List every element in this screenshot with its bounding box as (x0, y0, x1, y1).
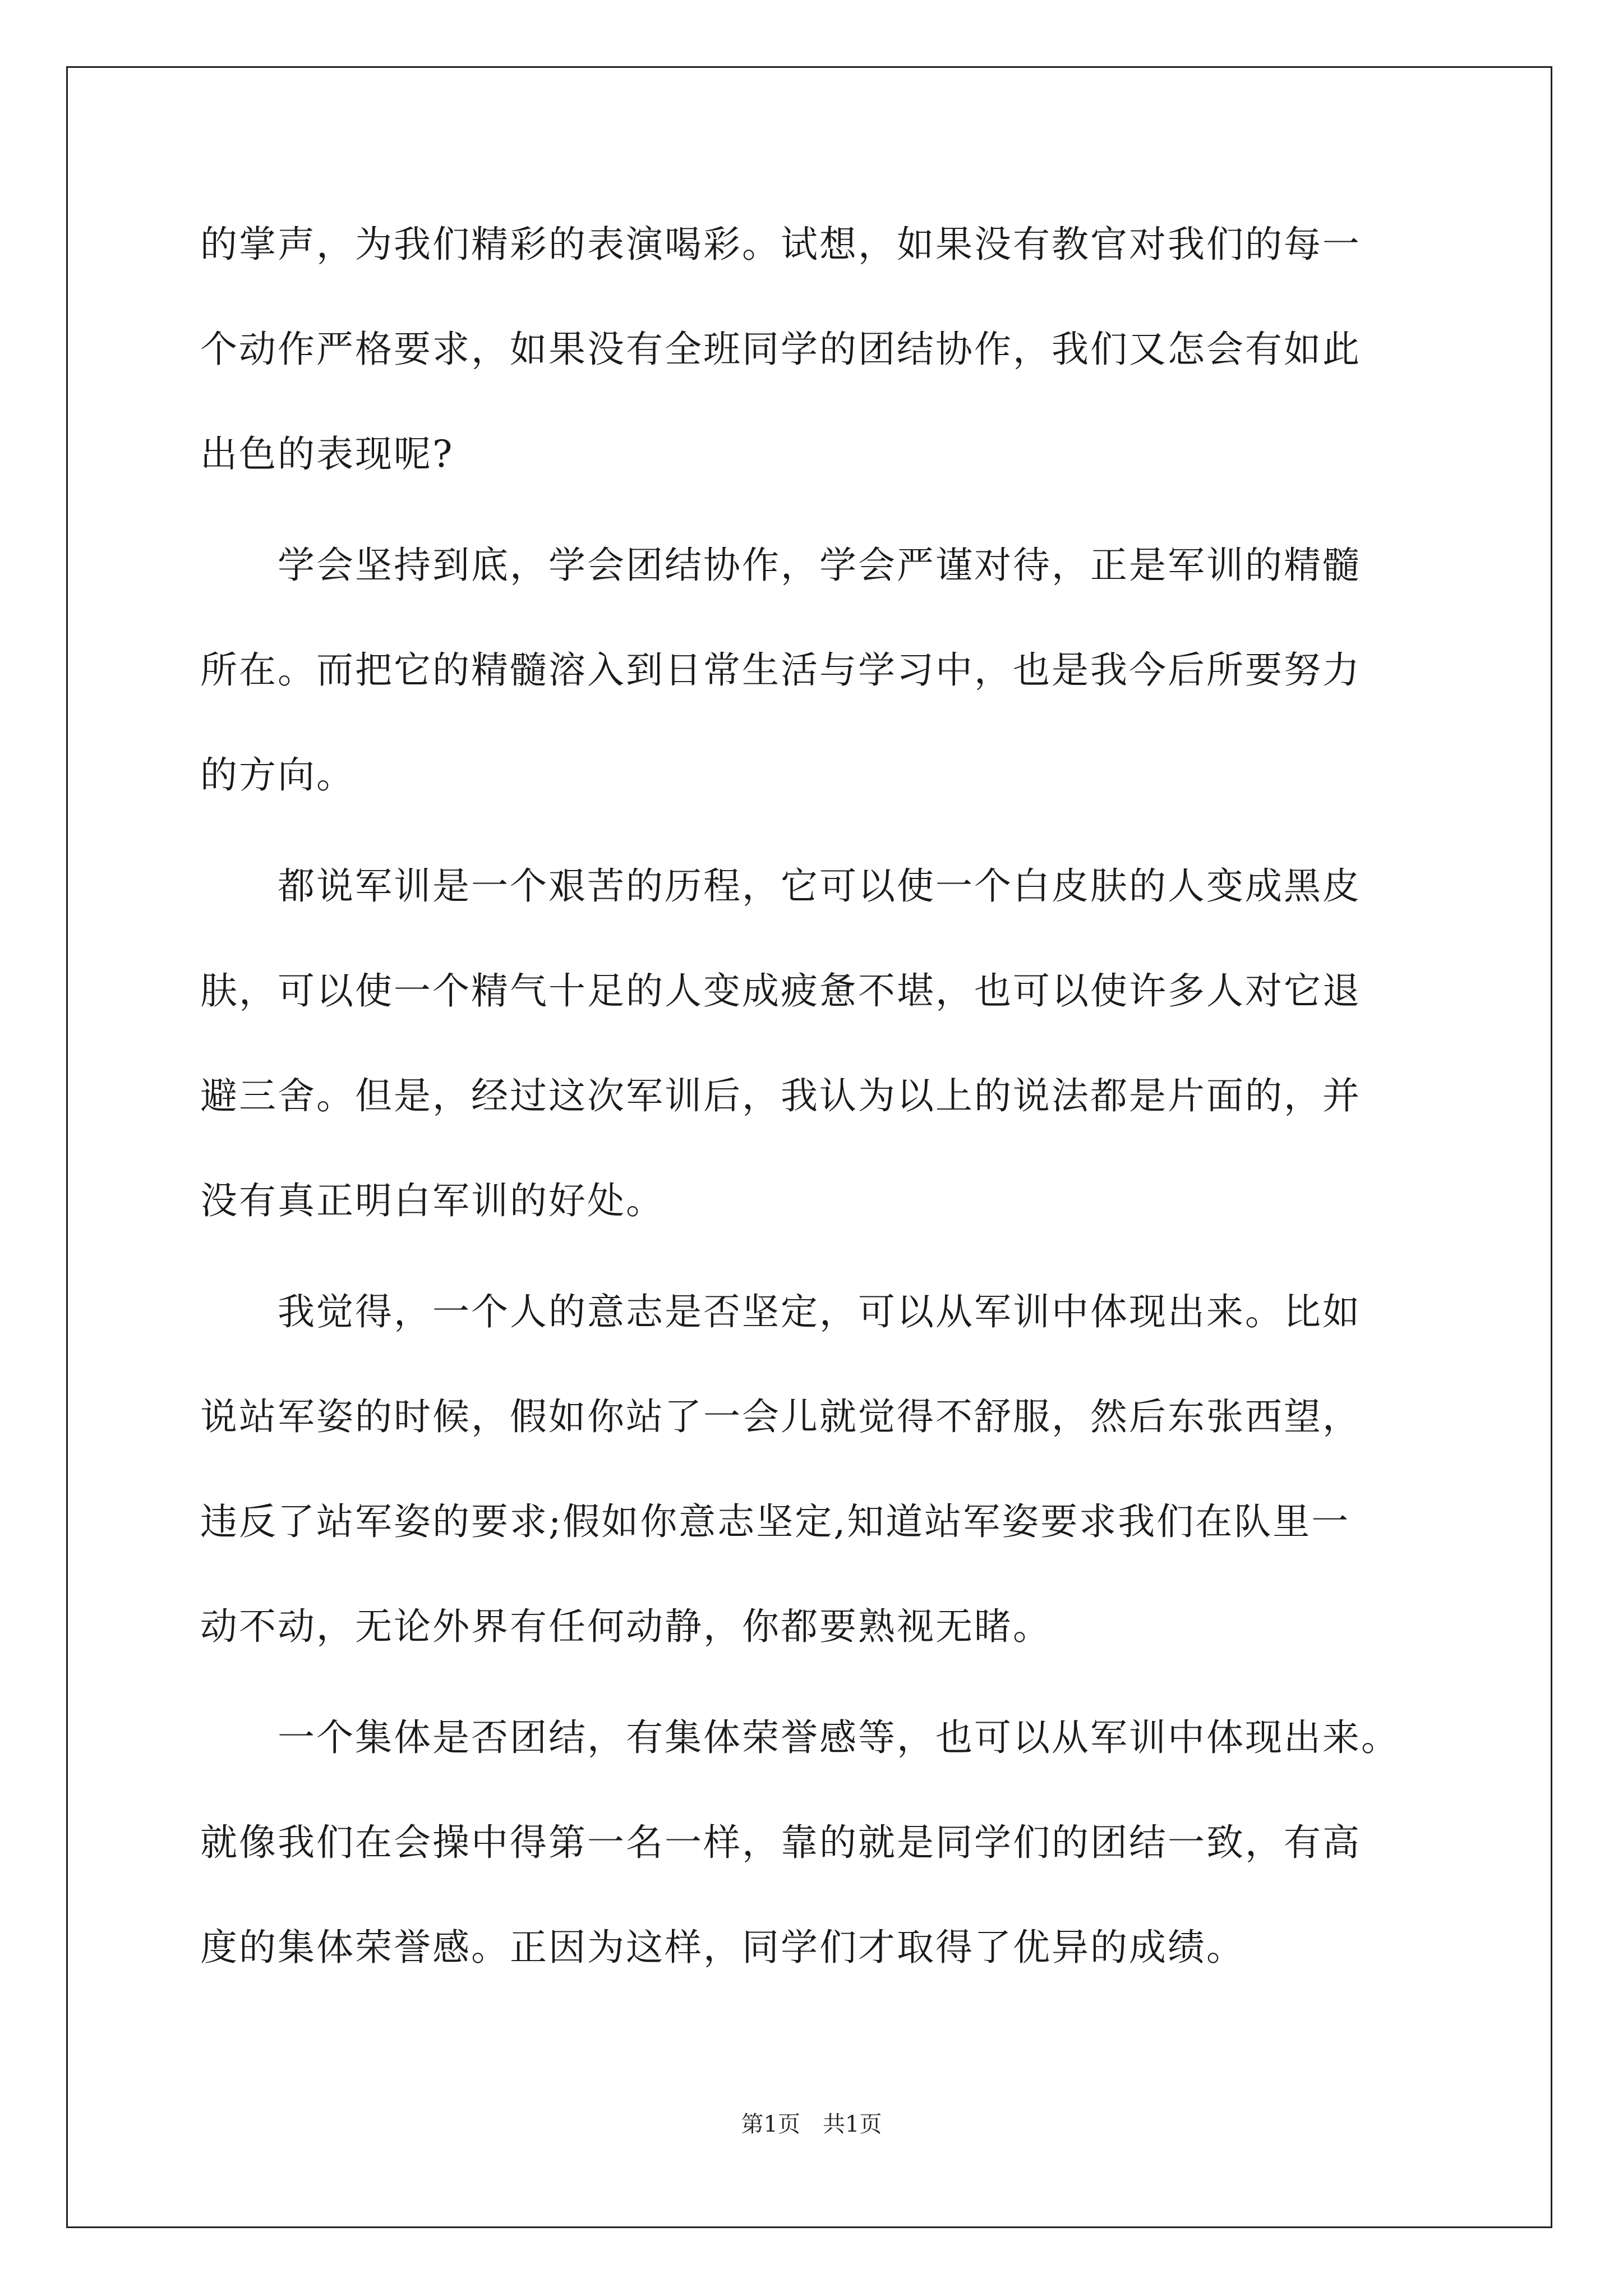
page-border (66, 66, 1552, 2228)
text-line: 违反了站军姿的要求;假如你意志坚定,知道站军姿要求我们在队里一 (200, 1500, 1350, 1543)
text-line: 我觉得，一个人的意志是否坚定，可以从军训中体现出来。比如 (200, 1290, 1361, 1333)
text-line: 出色的表现呢? (200, 432, 454, 476)
text-line: 肤，可以使一个精气十足的人变成疲惫不堪，也可以使许多人对它退 (200, 969, 1361, 1013)
text-line: 度的集体荣誉感。正因为这样，同学们才取得了优异的成绩。 (200, 1926, 1245, 1969)
text-line: 学会坚持到底，学会团结协作，学会严谨对待，正是军训的精髓 (200, 544, 1361, 587)
text-line: 所在。而把它的精髓溶入到日常生活与学习中，也是我今后所要努力 (200, 648, 1361, 692)
text-line: 就像我们在会操中得第一名一样，靠的就是同学们的团结一致，有高 (200, 1821, 1361, 1864)
text-line: 个动作严格要求，如果没有全班同学的团结协作，我们又怎会有如此 (200, 328, 1361, 371)
text-line: 动不动，无论外界有任何动静，你都要熟视无睹。 (200, 1605, 1052, 1648)
text-line: 都说军训是一个艰苦的历程，它可以使一个白皮肤的人变成黑皮 (200, 864, 1361, 908)
text-line: 说站军姿的时候，假如你站了一会儿就觉得不舒服，然后东张西望， (200, 1395, 1361, 1438)
text-line: 的掌声，为我们精彩的表演喝彩。试想，如果没有教官对我们的每一 (200, 223, 1361, 266)
text-line: 避三舍。但是，经过这次军训后，我认为以上的说法都是片面的，并 (200, 1074, 1361, 1117)
text-line: 的方向。 (200, 753, 355, 797)
text-line: 一个集体是否团结，有集体荣誉感等，也可以从军训中体现出来。 (200, 1716, 1400, 1759)
text-line: 没有真正明白军训的好处。 (200, 1179, 665, 1222)
page-number: 第1页 共1页 (741, 2111, 882, 2137)
